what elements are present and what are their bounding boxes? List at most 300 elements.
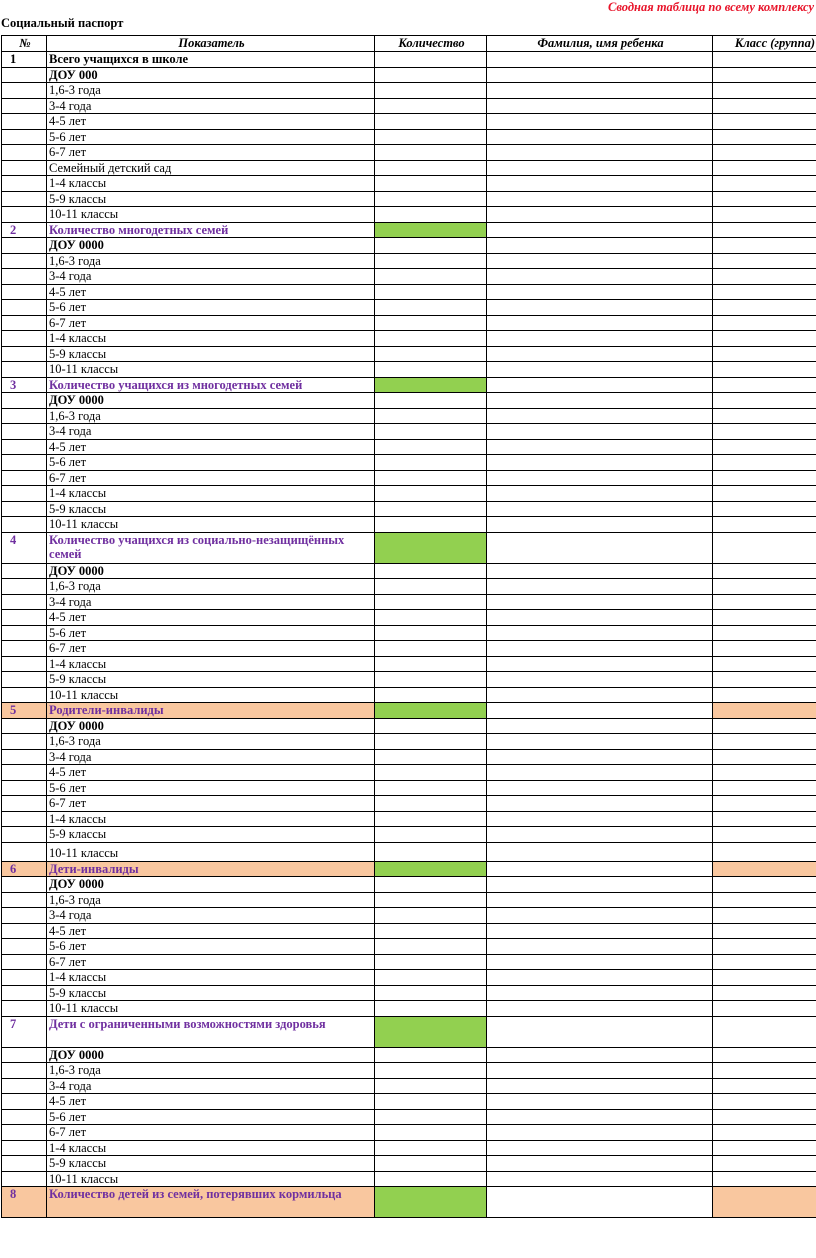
class-cell[interactable] bbox=[713, 703, 816, 719]
quantity-cell[interactable] bbox=[375, 331, 487, 347]
child-name-cell[interactable] bbox=[487, 517, 713, 533]
child-name-cell[interactable] bbox=[487, 176, 713, 192]
quantity-cell[interactable] bbox=[375, 222, 487, 238]
indicator-label: 5-6 лет bbox=[47, 625, 375, 641]
class-cell[interactable] bbox=[713, 160, 816, 176]
class-cell[interactable] bbox=[713, 362, 816, 378]
child-name-cell[interactable] bbox=[487, 908, 713, 924]
quantity-cell[interactable] bbox=[375, 1001, 487, 1017]
quantity-cell[interactable] bbox=[375, 300, 487, 316]
child-name-cell[interactable] bbox=[487, 877, 713, 893]
child-name-cell[interactable] bbox=[487, 1016, 713, 1047]
class-cell[interactable] bbox=[713, 377, 816, 393]
quantity-cell[interactable] bbox=[375, 52, 487, 68]
document-title: Социальный паспорт bbox=[1, 16, 124, 30]
child-name-cell[interactable] bbox=[487, 408, 713, 424]
child-name-cell[interactable] bbox=[487, 346, 713, 362]
child-name-cell[interactable] bbox=[487, 563, 713, 579]
child-name-cell[interactable] bbox=[487, 1156, 713, 1172]
quantity-cell[interactable] bbox=[375, 191, 487, 207]
quantity-cell[interactable] bbox=[375, 238, 487, 254]
indicator-label: 1,6-3 года bbox=[47, 892, 375, 908]
child-name-cell[interactable] bbox=[487, 129, 713, 145]
table-row bbox=[2, 908, 816, 924]
row-number bbox=[2, 1047, 47, 1063]
child-name-cell[interactable] bbox=[487, 1187, 713, 1218]
indicator-label: 1-4 классы bbox=[47, 970, 375, 986]
class-cell[interactable] bbox=[713, 734, 816, 750]
class-cell[interactable] bbox=[713, 470, 816, 486]
child-name-cell[interactable] bbox=[487, 594, 713, 610]
class-cell[interactable] bbox=[713, 1187, 816, 1218]
table-row bbox=[2, 672, 816, 688]
quantity-cell[interactable] bbox=[375, 985, 487, 1001]
quantity-cell[interactable] bbox=[375, 672, 487, 688]
class-cell[interactable] bbox=[713, 1125, 816, 1141]
table-row bbox=[2, 939, 816, 955]
child-name-cell[interactable] bbox=[487, 331, 713, 347]
class-cell[interactable] bbox=[713, 501, 816, 517]
class-cell[interactable] bbox=[713, 455, 816, 471]
class-cell[interactable] bbox=[713, 83, 816, 99]
column-header-child-name: Фамилия, имя ребенка bbox=[487, 36, 713, 52]
quantity-cell[interactable] bbox=[375, 827, 487, 843]
child-name-cell[interactable] bbox=[487, 1001, 713, 1017]
quantity-cell[interactable] bbox=[375, 1125, 487, 1141]
child-name-cell[interactable] bbox=[487, 749, 713, 765]
column-header-quantity: Количество bbox=[375, 36, 487, 52]
quantity-cell[interactable] bbox=[375, 1094, 487, 1110]
quantity-cell[interactable] bbox=[375, 532, 487, 563]
class-cell[interactable] bbox=[713, 408, 816, 424]
indicator-label: 1,6-3 года bbox=[47, 734, 375, 750]
row-number bbox=[2, 985, 47, 1001]
indicator-label: 3-4 года bbox=[47, 269, 375, 285]
child-name-cell[interactable] bbox=[487, 160, 713, 176]
table-row bbox=[2, 346, 816, 362]
row-number bbox=[2, 346, 47, 362]
child-name-cell[interactable] bbox=[487, 67, 713, 83]
class-cell[interactable] bbox=[713, 1047, 816, 1063]
quantity-cell[interactable] bbox=[375, 424, 487, 440]
indicator-label: ДОУ 0000 bbox=[47, 393, 375, 409]
quantity-cell[interactable] bbox=[375, 393, 487, 409]
indicator-label: Количество детей из семей, потерявших кормильца bbox=[47, 1187, 375, 1218]
table-row bbox=[2, 284, 816, 300]
quantity-cell[interactable] bbox=[375, 269, 487, 285]
table-row bbox=[2, 1063, 816, 1079]
class-cell[interactable] bbox=[713, 908, 816, 924]
quantity-cell[interactable] bbox=[375, 207, 487, 223]
row-number bbox=[2, 765, 47, 781]
child-name-cell[interactable] bbox=[487, 52, 713, 68]
quantity-cell[interactable] bbox=[375, 346, 487, 362]
class-cell[interactable] bbox=[713, 985, 816, 1001]
class-cell[interactable] bbox=[713, 67, 816, 83]
child-name-cell[interactable] bbox=[487, 985, 713, 1001]
quantity-cell[interactable] bbox=[375, 129, 487, 145]
child-name-cell[interactable] bbox=[487, 191, 713, 207]
row-number bbox=[2, 160, 47, 176]
class-cell[interactable] bbox=[713, 892, 816, 908]
quantity-cell[interactable] bbox=[375, 145, 487, 161]
child-name-cell[interactable] bbox=[487, 827, 713, 843]
child-name-cell[interactable] bbox=[487, 687, 713, 703]
row-number: 1 bbox=[2, 52, 47, 68]
indicator-label: 4-5 лет bbox=[47, 923, 375, 939]
child-name-cell[interactable] bbox=[487, 269, 713, 285]
table-row bbox=[2, 641, 816, 657]
quantity-cell[interactable] bbox=[375, 1063, 487, 1079]
class-cell[interactable] bbox=[713, 656, 816, 672]
child-name-cell[interactable] bbox=[487, 656, 713, 672]
quantity-cell[interactable] bbox=[375, 114, 487, 130]
class-cell[interactable] bbox=[713, 877, 816, 893]
child-name-cell[interactable] bbox=[487, 253, 713, 269]
indicator-label: 5-6 лет bbox=[47, 455, 375, 471]
quantity-cell[interactable] bbox=[375, 98, 487, 114]
indicator-label: 3-4 года bbox=[47, 908, 375, 924]
row-number bbox=[2, 579, 47, 595]
class-cell[interactable] bbox=[713, 780, 816, 796]
table-row bbox=[2, 176, 816, 192]
table-row bbox=[2, 687, 816, 703]
column-header-number: № bbox=[2, 36, 47, 52]
quantity-cell[interactable] bbox=[375, 563, 487, 579]
class-cell[interactable] bbox=[713, 486, 816, 502]
quantity-cell[interactable] bbox=[375, 83, 487, 99]
class-cell[interactable] bbox=[713, 718, 816, 734]
class-cell[interactable] bbox=[713, 1001, 816, 1017]
child-name-cell[interactable] bbox=[487, 362, 713, 378]
child-name-cell[interactable] bbox=[487, 610, 713, 626]
quantity-cell[interactable] bbox=[375, 625, 487, 641]
class-cell[interactable] bbox=[713, 1156, 816, 1172]
quantity-cell[interactable] bbox=[375, 1109, 487, 1125]
row-number bbox=[2, 114, 47, 130]
class-cell[interactable] bbox=[713, 253, 816, 269]
quantity-cell[interactable] bbox=[375, 1016, 487, 1047]
child-name-cell[interactable] bbox=[487, 83, 713, 99]
class-cell[interactable] bbox=[713, 1063, 816, 1079]
child-name-cell[interactable] bbox=[487, 315, 713, 331]
quantity-cell[interactable] bbox=[375, 1187, 487, 1218]
quantity-cell[interactable] bbox=[375, 877, 487, 893]
indicator-label: 10-11 классы bbox=[47, 517, 375, 533]
indicator-label: 4-5 лет bbox=[47, 610, 375, 626]
indicator-label: 5-9 классы bbox=[47, 1156, 375, 1172]
child-name-cell[interactable] bbox=[487, 424, 713, 440]
row-number bbox=[2, 687, 47, 703]
table-row bbox=[2, 517, 816, 533]
class-cell[interactable] bbox=[713, 610, 816, 626]
row-number bbox=[2, 501, 47, 517]
class-cell[interactable] bbox=[713, 191, 816, 207]
summary-title: Сводная таблица по всему комплексу bbox=[608, 0, 814, 14]
table-row bbox=[2, 129, 816, 145]
class-cell[interactable] bbox=[713, 393, 816, 409]
quantity-cell[interactable] bbox=[375, 579, 487, 595]
quantity-cell[interactable] bbox=[375, 455, 487, 471]
child-name-cell[interactable] bbox=[487, 1094, 713, 1110]
child-name-cell[interactable] bbox=[487, 222, 713, 238]
class-cell[interactable] bbox=[713, 238, 816, 254]
quantity-cell[interactable] bbox=[375, 176, 487, 192]
child-name-cell[interactable] bbox=[487, 939, 713, 955]
indicator-label: ДОУ 0000 bbox=[47, 718, 375, 734]
indicator-label: 10-11 классы bbox=[47, 362, 375, 378]
class-cell[interactable] bbox=[713, 827, 816, 843]
quantity-cell[interactable] bbox=[375, 796, 487, 812]
section-row bbox=[2, 222, 816, 238]
class-cell[interactable] bbox=[713, 145, 816, 161]
class-cell[interactable] bbox=[713, 269, 816, 285]
quantity-cell[interactable] bbox=[375, 749, 487, 765]
table-row bbox=[2, 1047, 816, 1063]
child-name-cell[interactable] bbox=[487, 923, 713, 939]
class-cell[interactable] bbox=[713, 1109, 816, 1125]
quantity-cell[interactable] bbox=[375, 439, 487, 455]
quantity-cell[interactable] bbox=[375, 610, 487, 626]
child-name-cell[interactable] bbox=[487, 470, 713, 486]
quantity-cell[interactable] bbox=[375, 594, 487, 610]
class-cell[interactable] bbox=[713, 129, 816, 145]
indicator-label: 6-7 лет bbox=[47, 145, 375, 161]
child-name-cell[interactable] bbox=[487, 1140, 713, 1156]
class-cell[interactable] bbox=[713, 579, 816, 595]
child-name-cell[interactable] bbox=[487, 1047, 713, 1063]
table-row bbox=[2, 780, 816, 796]
row-number bbox=[2, 408, 47, 424]
child-name-cell[interactable] bbox=[487, 501, 713, 517]
child-name-cell[interactable] bbox=[487, 796, 713, 812]
indicator-label: 1,6-3 года bbox=[47, 83, 375, 99]
row-number bbox=[2, 641, 47, 657]
indicator-label: 10-11 классы bbox=[47, 207, 375, 223]
child-name-cell[interactable] bbox=[487, 765, 713, 781]
quantity-cell[interactable] bbox=[375, 1171, 487, 1187]
child-name-cell[interactable] bbox=[487, 734, 713, 750]
table-row bbox=[2, 455, 816, 471]
class-cell[interactable] bbox=[713, 625, 816, 641]
child-name-cell[interactable] bbox=[487, 1109, 713, 1125]
quantity-cell[interactable] bbox=[375, 160, 487, 176]
child-name-cell[interactable] bbox=[487, 861, 713, 877]
quantity-cell[interactable] bbox=[375, 970, 487, 986]
quantity-cell[interactable] bbox=[375, 1078, 487, 1094]
quantity-cell[interactable] bbox=[375, 687, 487, 703]
indicator-label: 4-5 лет bbox=[47, 765, 375, 781]
row-number bbox=[2, 455, 47, 471]
table-row bbox=[2, 1001, 816, 1017]
table-row bbox=[2, 253, 816, 269]
quantity-cell[interactable] bbox=[375, 861, 487, 877]
quantity-cell[interactable] bbox=[375, 908, 487, 924]
child-name-cell[interactable] bbox=[487, 455, 713, 471]
child-name-cell[interactable] bbox=[487, 780, 713, 796]
section-row bbox=[2, 377, 816, 393]
column-header-indicator: Показатель bbox=[47, 36, 375, 52]
quantity-cell[interactable] bbox=[375, 811, 487, 827]
quantity-cell[interactable] bbox=[375, 892, 487, 908]
class-cell[interactable] bbox=[713, 687, 816, 703]
class-cell[interactable] bbox=[713, 594, 816, 610]
row-number bbox=[2, 331, 47, 347]
quantity-cell[interactable] bbox=[375, 408, 487, 424]
child-name-cell[interactable] bbox=[487, 1125, 713, 1141]
class-cell[interactable] bbox=[713, 842, 816, 861]
table-row bbox=[2, 985, 816, 1001]
child-name-cell[interactable] bbox=[487, 641, 713, 657]
indicator-label: 10-11 классы bbox=[47, 842, 375, 861]
quantity-cell[interactable] bbox=[375, 954, 487, 970]
class-cell[interactable] bbox=[713, 939, 816, 955]
class-cell[interactable] bbox=[713, 811, 816, 827]
class-cell[interactable] bbox=[713, 114, 816, 130]
class-cell[interactable] bbox=[713, 641, 816, 657]
child-name-cell[interactable] bbox=[487, 284, 713, 300]
class-cell[interactable] bbox=[713, 315, 816, 331]
table-row bbox=[2, 594, 816, 610]
quantity-cell[interactable] bbox=[375, 641, 487, 657]
indicator-label: 10-11 классы bbox=[47, 1171, 375, 1187]
quantity-cell[interactable] bbox=[375, 656, 487, 672]
quantity-cell[interactable] bbox=[375, 377, 487, 393]
child-name-cell[interactable] bbox=[487, 579, 713, 595]
class-cell[interactable] bbox=[713, 176, 816, 192]
child-name-cell[interactable] bbox=[487, 532, 713, 563]
class-cell[interactable] bbox=[713, 1094, 816, 1110]
class-cell[interactable] bbox=[713, 1078, 816, 1094]
quantity-cell[interactable] bbox=[375, 718, 487, 734]
indicator-label: Всего учащихся в школе bbox=[47, 52, 375, 68]
child-name-cell[interactable] bbox=[487, 145, 713, 161]
section-row bbox=[2, 1016, 816, 1047]
quantity-cell[interactable] bbox=[375, 703, 487, 719]
class-cell[interactable] bbox=[713, 1140, 816, 1156]
quantity-cell[interactable] bbox=[375, 1156, 487, 1172]
class-cell[interactable] bbox=[713, 284, 816, 300]
table-row bbox=[2, 114, 816, 130]
child-name-cell[interactable] bbox=[487, 1171, 713, 1187]
class-cell[interactable] bbox=[713, 749, 816, 765]
quantity-cell[interactable] bbox=[375, 734, 487, 750]
table-row bbox=[2, 83, 816, 99]
indicator-label: 3-4 года bbox=[47, 594, 375, 610]
row-number bbox=[2, 486, 47, 502]
indicator-label: 3-4 года bbox=[47, 424, 375, 440]
class-cell[interactable] bbox=[713, 222, 816, 238]
class-cell[interactable] bbox=[713, 52, 816, 68]
row-number bbox=[2, 1140, 47, 1156]
child-name-cell[interactable] bbox=[487, 1078, 713, 1094]
quantity-cell[interactable] bbox=[375, 939, 487, 955]
child-name-cell[interactable] bbox=[487, 954, 713, 970]
class-cell[interactable] bbox=[713, 532, 816, 563]
child-name-cell[interactable] bbox=[487, 625, 713, 641]
child-name-cell[interactable] bbox=[487, 393, 713, 409]
row-number bbox=[2, 98, 47, 114]
quantity-cell[interactable] bbox=[375, 284, 487, 300]
table-body bbox=[2, 52, 816, 1218]
quantity-cell[interactable] bbox=[375, 1047, 487, 1063]
indicator-label: 4-5 лет bbox=[47, 1094, 375, 1110]
class-cell[interactable] bbox=[713, 98, 816, 114]
class-cell[interactable] bbox=[713, 970, 816, 986]
child-name-cell[interactable] bbox=[487, 672, 713, 688]
row-number bbox=[2, 238, 47, 254]
class-cell[interactable] bbox=[713, 672, 816, 688]
quantity-cell[interactable] bbox=[375, 765, 487, 781]
class-cell[interactable] bbox=[713, 331, 816, 347]
class-cell[interactable] bbox=[713, 796, 816, 812]
quantity-cell[interactable] bbox=[375, 780, 487, 796]
child-name-cell[interactable] bbox=[487, 377, 713, 393]
child-name-cell[interactable] bbox=[487, 811, 713, 827]
child-name-cell[interactable] bbox=[487, 300, 713, 316]
child-name-cell[interactable] bbox=[487, 486, 713, 502]
indicator-label: 5-9 классы bbox=[47, 191, 375, 207]
table-row bbox=[2, 923, 816, 939]
child-name-cell[interactable] bbox=[487, 207, 713, 223]
quantity-cell[interactable] bbox=[375, 470, 487, 486]
quantity-cell[interactable] bbox=[375, 67, 487, 83]
child-name-cell[interactable] bbox=[487, 114, 713, 130]
indicator-label: 1,6-3 года bbox=[47, 1063, 375, 1079]
class-cell[interactable] bbox=[713, 346, 816, 362]
indicator-label: 5-6 лет bbox=[47, 129, 375, 145]
indicator-label: 6-7 лет bbox=[47, 1125, 375, 1141]
class-cell[interactable] bbox=[713, 861, 816, 877]
child-name-cell[interactable] bbox=[487, 703, 713, 719]
child-name-cell[interactable] bbox=[487, 1063, 713, 1079]
quantity-cell[interactable] bbox=[375, 501, 487, 517]
class-cell[interactable] bbox=[713, 300, 816, 316]
child-name-cell[interactable] bbox=[487, 238, 713, 254]
row-number bbox=[2, 83, 47, 99]
indicator-label: 1-4 классы bbox=[47, 656, 375, 672]
class-cell[interactable] bbox=[713, 954, 816, 970]
quantity-cell[interactable] bbox=[375, 362, 487, 378]
class-cell[interactable] bbox=[713, 1171, 816, 1187]
quantity-cell[interactable] bbox=[375, 315, 487, 331]
quantity-cell[interactable] bbox=[375, 486, 487, 502]
quantity-cell[interactable] bbox=[375, 253, 487, 269]
child-name-cell[interactable] bbox=[487, 439, 713, 455]
child-name-cell[interactable] bbox=[487, 718, 713, 734]
class-cell[interactable] bbox=[713, 923, 816, 939]
row-number bbox=[2, 877, 47, 893]
table-row bbox=[2, 877, 816, 893]
quantity-cell[interactable] bbox=[375, 1140, 487, 1156]
class-cell[interactable] bbox=[713, 765, 816, 781]
row-number bbox=[2, 939, 47, 955]
table-row bbox=[2, 424, 816, 440]
quantity-cell[interactable] bbox=[375, 517, 487, 533]
class-cell[interactable] bbox=[713, 563, 816, 579]
quantity-cell[interactable] bbox=[375, 842, 487, 861]
quantity-cell[interactable] bbox=[375, 923, 487, 939]
class-cell[interactable] bbox=[713, 207, 816, 223]
class-cell[interactable] bbox=[713, 517, 816, 533]
child-name-cell[interactable] bbox=[487, 98, 713, 114]
child-name-cell[interactable] bbox=[487, 892, 713, 908]
child-name-cell[interactable] bbox=[487, 970, 713, 986]
class-cell[interactable] bbox=[713, 439, 816, 455]
class-cell[interactable] bbox=[713, 1016, 816, 1047]
child-name-cell[interactable] bbox=[487, 842, 713, 861]
class-cell[interactable] bbox=[713, 424, 816, 440]
